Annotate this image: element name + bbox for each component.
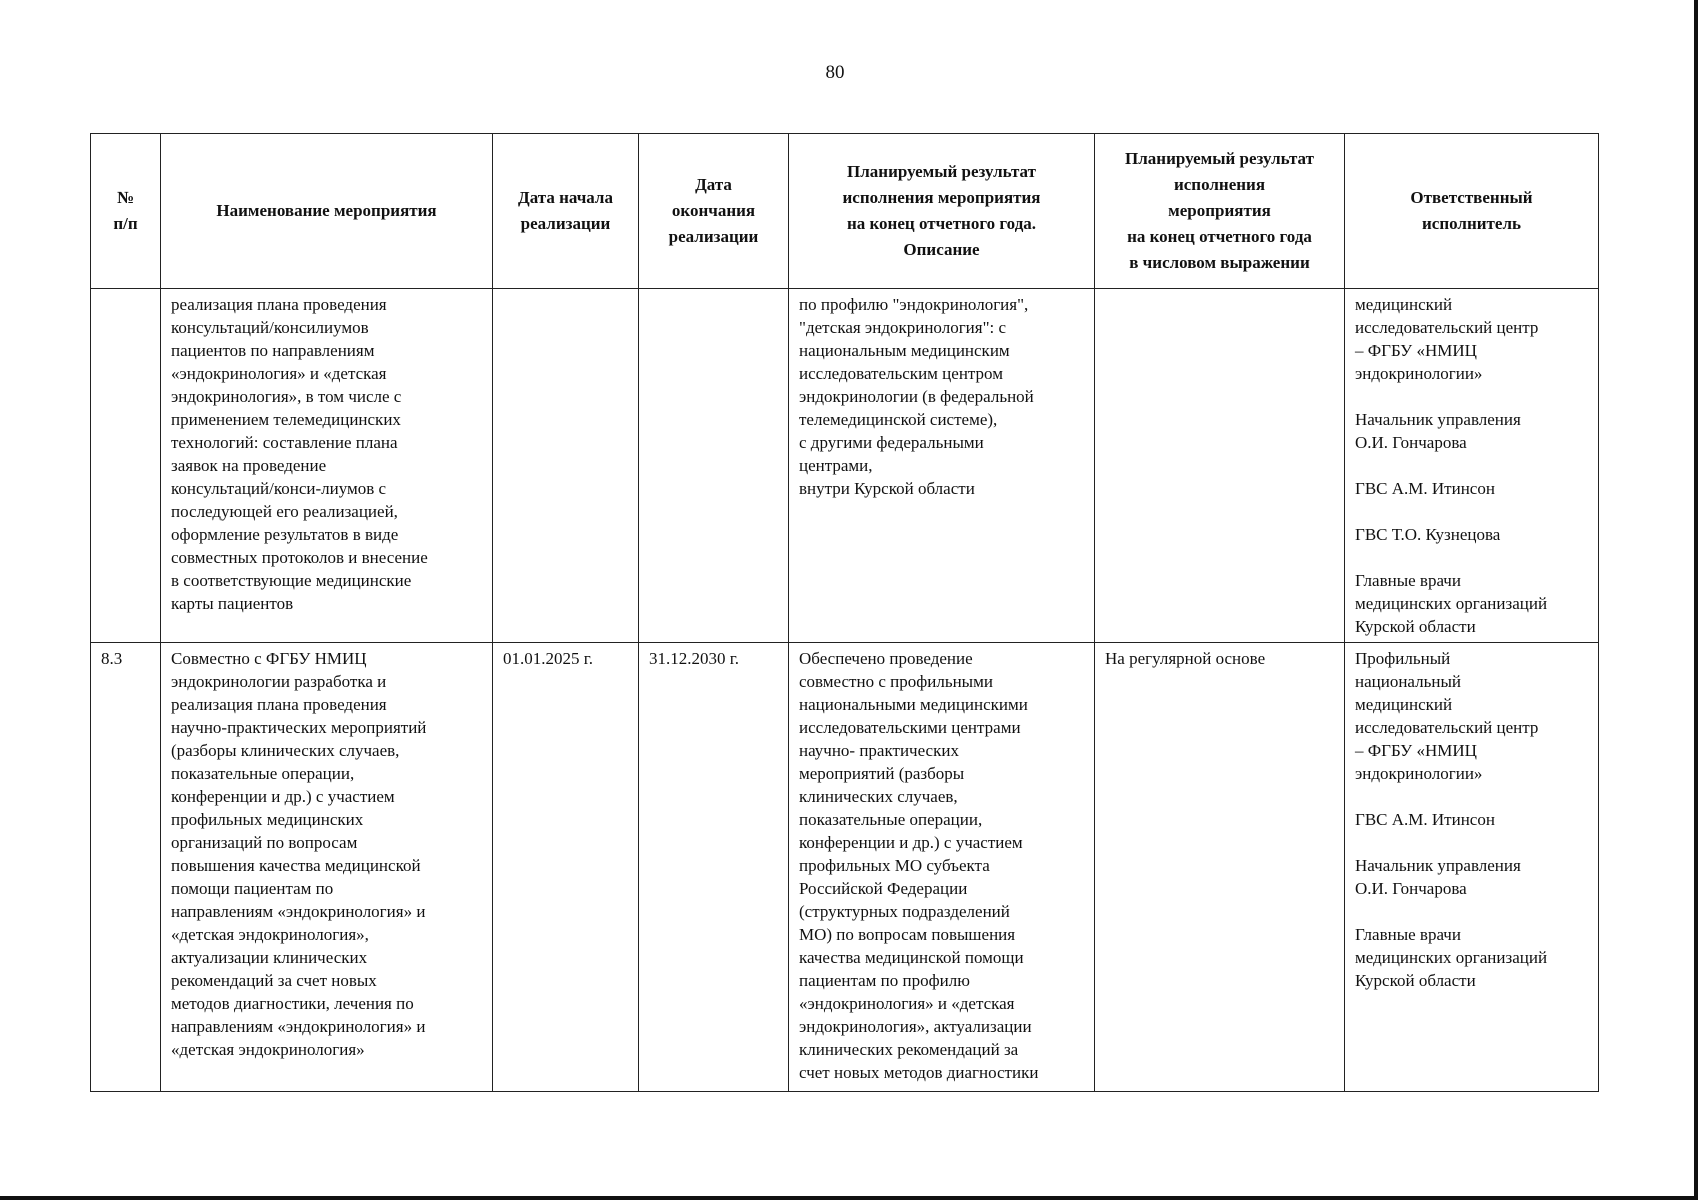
page-number: 80 <box>825 62 845 83</box>
cell-result-description: Обеспечено проведение совместно с профильными национальными медицинскими исследовательскими центрами научно- практических мероприятий (разборы клинических случаев, показательные операции, конференции и др.) с участием профильных МО субъекта Российской Федерации (структурных подразделений МО) по вопросам повышения качества медицинской помощи пациентам по профилю «эндокринология» и «детская эндокринология», актуализации клинических рекомендаций за счет новых методов диагностики <box>789 643 1095 1092</box>
scan-right-edge <box>1694 0 1698 1200</box>
activities-table <box>90 133 1599 1092</box>
header-start-date: Дата начала реализации <box>493 134 639 289</box>
cell-number: 8.3 <box>91 643 161 1092</box>
cell-result-numeric: На регулярной основе <box>1095 643 1345 1092</box>
cell-start-date <box>493 289 639 643</box>
cell-end-date: 31.12.2030 г. <box>639 643 789 1092</box>
table-row <box>91 289 1599 643</box>
cell-end-date <box>639 289 789 643</box>
cell-activity-name: реализация плана проведения консультаций/консилиумов пациентов по направлениям «эндокринология» и «детская эндокринология», в том числе с применением телемедицинских технологий: составление плана заявок на проведение консультаций/конси-лиумов с последующей его реализацией, оформление результатов в виде совместных протоколов и внесение в соответствующие медицинские карты пациентов <box>161 289 493 643</box>
table-header-row <box>91 134 1599 289</box>
table-row <box>91 643 1599 1092</box>
header-end-date: Дата окончания реализации <box>639 134 789 289</box>
header-result-numeric: Планируемый результат исполнения мероприятия на конец отчетного года в числовом выражении <box>1095 134 1345 289</box>
header-responsible: Ответственный исполнитель <box>1345 134 1599 289</box>
header-result-description: Планируемый результат исполнения мероприятия на конец отчетного года. Описание <box>789 134 1095 289</box>
cell-responsible: Профильный национальный медицинский исследовательский центр – ФГБУ «НМИЦ эндокринологии» ГВС А.М. Итинсон Начальник управления О.И. Гончарова Главные врачи медицинских организаций Курской области <box>1345 643 1599 1092</box>
header-number: № п/п <box>91 134 161 289</box>
header-activity-name: Наименование мероприятия <box>161 134 493 289</box>
cell-result-numeric <box>1095 289 1345 643</box>
cell-number <box>91 289 161 643</box>
cell-activity-name: Совместно с ФГБУ НМИЦ эндокринологии разработка и реализация плана проведения научно-практических мероприятий (разборы клинических случаев, показательные операции, конференции и др.) с участием профильных медицинских организаций по вопросам повышения качества медицинской помощи пациентам по направлениям «эндокринология» и «детская эндокринология», актуализации клинических рекомендаций за счет новых методов диагностики, лечения по направлениям «эндокринология» и «детская эндокринология» <box>161 643 493 1092</box>
cell-start-date: 01.01.2025 г. <box>493 643 639 1092</box>
scan-bottom-edge <box>0 1196 1698 1200</box>
cell-result-description: по профилю "эндокринология", "детская эндокринология": с национальным медицинским исследовательским центром эндокринологии (в федеральной телемедицинской системе), с другими федеральными центрами, внутри Курской области <box>789 289 1095 643</box>
cell-responsible: медицинский исследовательский центр – ФГБУ «НМИЦ эндокринологии» Начальник управления О.И. Гончарова ГВС А.М. Итинсон ГВС Т.О. Кузнецова Главные врачи медицинских организаций Курской области <box>1345 289 1599 643</box>
